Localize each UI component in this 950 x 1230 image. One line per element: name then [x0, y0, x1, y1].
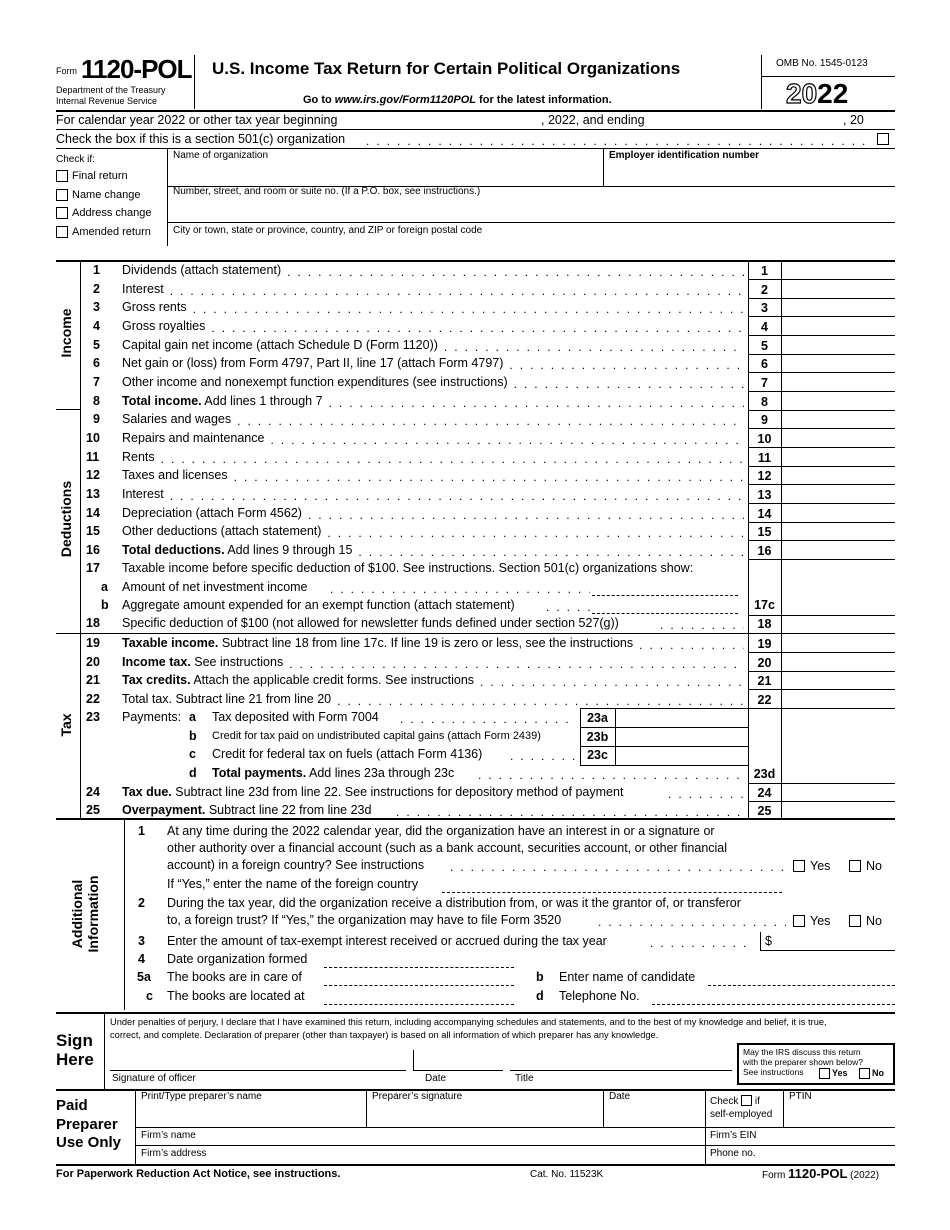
line-6-text: Net gain or (loss) from Form 4797, Part II, line 17 (attach Form 4797)	[122, 356, 504, 371]
preparer-name-label: Print/Type preparer’s name	[141, 1091, 262, 1102]
line-16-number: 16	[86, 542, 100, 557]
line-6-box-label: 6	[761, 357, 768, 372]
q1-no-checkbox[interactable]	[849, 860, 861, 872]
line-18-text: Specific deduction of $100 (not allowed for newsletter funds defined under section 527(g))	[122, 616, 619, 630]
line-22-text: Total tax. Subtract line 21 from line 20	[122, 691, 332, 706]
q5d-text: Telephone No.	[559, 989, 640, 1003]
line-23d-text: Total payments. Add lines 23a through 23c	[212, 766, 455, 780]
ein-label: Employer identification number	[609, 150, 760, 161]
deductions-section-label: Deductions	[58, 480, 74, 558]
line-13-text: Interest	[122, 486, 164, 501]
line-1-entry[interactable]	[782, 261, 895, 278]
line-20-entry[interactable]	[782, 653, 895, 670]
q2-line2: to, a foreign trust? If “Yes,” the organization may have to file Form 3520	[167, 913, 562, 927]
q2-number: 2	[138, 896, 145, 910]
line-2-text: Interest	[122, 281, 164, 296]
line-3-box-label: 3	[761, 301, 768, 316]
line-24-number: 24	[86, 785, 100, 799]
goto-line: Go to www.irs.gov/Form1120POL for the latest information.	[303, 94, 612, 106]
line-5-number: 5	[93, 337, 100, 352]
q1-number: 1	[138, 824, 145, 838]
q3-number: 3	[138, 934, 145, 948]
line-23d-box-label: 23d	[753, 767, 776, 781]
line-17b-entry[interactable]	[592, 613, 738, 614]
irs-discuss-no-checkbox[interactable]	[859, 1068, 870, 1079]
line-23-payments: Payments:	[122, 710, 182, 724]
line-11-entry[interactable]	[782, 448, 895, 465]
line-17a-entry[interactable]	[592, 595, 738, 596]
ptin-label: PTIN	[789, 1091, 812, 1102]
q1-foreign-country-label: If “Yes,” enter the name of the foreign country	[167, 877, 419, 891]
line-23a-letter: a	[189, 710, 196, 724]
line-9-entry[interactable]	[782, 410, 895, 427]
line-12-number: 12	[86, 468, 100, 483]
line-25-number: 25	[86, 803, 100, 817]
line-25-text: Overpayment. Subtract line 22 from line 23d	[122, 803, 372, 817]
line-7-text: Other income and nonexempt function expenditures (see instructions)	[122, 374, 508, 389]
line-3-number: 3	[93, 300, 100, 315]
omb-number: OMB No. 1545-0123	[776, 58, 868, 69]
line-10-entry[interactable]	[782, 429, 895, 446]
irs-discuss-line2: with the preparer shown below?	[743, 1057, 864, 1067]
line-10-text: Repairs and maintenance	[122, 430, 265, 445]
q5c-letter: c	[146, 989, 153, 1003]
line-19-number: 19	[86, 636, 100, 650]
q2-no-label: No	[866, 914, 882, 928]
line-3-text: Gross rents	[122, 300, 187, 315]
form-title: U.S. Income Tax Return for Certain Political Organizations	[212, 59, 681, 78]
line-17c-box-label: 17c	[754, 598, 775, 612]
irs-discuss-line1: May the IRS discuss this return	[743, 1047, 861, 1057]
line-16-box-label: 16	[757, 543, 772, 558]
line-15-text: Other deductions (attach statement)	[122, 524, 322, 539]
q1-line1: At any time during the 2022 calendar year, did the organization have an interest in or a signature or	[167, 824, 715, 838]
line-15-number: 15	[86, 524, 100, 539]
line-7-entry[interactable]	[782, 373, 895, 390]
q1-line3: account) in a foreign country? See instructions	[167, 858, 425, 872]
line-20-number: 20	[86, 654, 100, 669]
line-23a-box-label: 23a	[587, 711, 608, 725]
check-501c-checkbox[interactable]	[877, 133, 889, 145]
street-label: Number, street, and room or suite no. (If a P.O. box, see instructions.)	[173, 186, 481, 197]
amended-return-checkbox[interactable]	[56, 226, 68, 238]
line-17-number: 17	[86, 561, 100, 575]
calendar-year-label: For calendar year 2022 or other tax year beginning	[56, 113, 338, 127]
amended-return-label: Amended return	[72, 226, 151, 238]
firm-name-label: Firm’s name	[141, 1130, 196, 1141]
q4-text: Date organization formed	[167, 952, 308, 966]
line-11-text: Rents	[122, 449, 155, 464]
line-17b-text: Aggregate amount expended for an exempt function (attach statement)	[122, 598, 515, 612]
perjury-line1: Under penalties of perjury, I declare that I have examined this return, including accompanying schedules and statements, and to the best of my knowledge and belief, it is true,	[110, 1017, 827, 1027]
q1-yes-label: Yes	[810, 859, 831, 873]
line-6-number: 6	[93, 356, 100, 371]
q5d-letter: d	[536, 989, 544, 1003]
check-501c-label: Check the box if this is a section 501(c) organization	[56, 132, 346, 146]
line-23c-box-label: 23c	[587, 748, 608, 762]
line-23d-letter: d	[189, 766, 197, 780]
line-18-box-label: 18	[757, 617, 772, 631]
q5b-text: Enter name of candidate	[559, 970, 696, 984]
q5a-text: The books are in care of	[167, 970, 302, 984]
line-16-text: Total deductions. Add lines 9 through 15	[122, 542, 353, 557]
line-8-number: 8	[93, 393, 100, 408]
line-22-entry[interactable]	[782, 690, 895, 707]
additional-info-label: Additional Information	[69, 875, 101, 953]
name-change-checkbox[interactable]	[56, 189, 68, 201]
line-4-number: 4	[93, 318, 100, 333]
line-11-number: 11	[86, 449, 100, 464]
q1-line2: other authority over a financial account (such as a bank account, securities account, or other financial	[167, 841, 728, 855]
phone-label: Phone no.	[710, 1148, 756, 1159]
name-change-label: Name change	[72, 189, 141, 201]
line-1-text: Dividends (attach statement)	[122, 263, 282, 277]
title-label: Title	[515, 1073, 534, 1084]
line-2-entry[interactable]	[782, 280, 895, 297]
q5a-entry[interactable]	[324, 985, 514, 986]
preparer-date-label: Date	[609, 1091, 631, 1102]
line-3-entry[interactable]	[782, 298, 895, 315]
line-21-entry[interactable]	[782, 671, 895, 688]
line-17-text: Taxable income before specific deduction of $100. See instructions. Section 501(c) organizations show:	[122, 561, 694, 575]
line-15-box-label: 15	[757, 525, 772, 540]
line-23b-entry[interactable]	[616, 728, 747, 746]
line-14-text: Depreciation (attach Form 4562)	[122, 505, 302, 520]
firm-address-label: Firm’s address	[141, 1148, 207, 1159]
line-8-entry[interactable]	[782, 392, 895, 409]
line-13-number: 13	[86, 486, 100, 501]
line-21-text: Tax credits. Attach the applicable credit forms. See instructions	[122, 673, 475, 688]
q4-entry[interactable]	[324, 967, 514, 968]
q2-yes-checkbox[interactable]	[793, 915, 805, 927]
final-return-label: Final return	[72, 170, 128, 182]
line-7-number: 7	[93, 374, 100, 389]
check-if-title: Check if:	[56, 154, 95, 165]
self-employed-checkbox[interactable]	[741, 1095, 752, 1106]
line-17a-letter: a	[101, 580, 108, 594]
line-11-box-label: 11	[757, 450, 772, 465]
form-number: 1120-POL	[81, 54, 192, 84]
q3-text: Enter the amount of tax-exempt interest received or accrued during the tax year	[167, 934, 607, 948]
officer-signature-field[interactable]	[110, 1070, 406, 1071]
q1-no-label: No	[866, 859, 882, 873]
line-5-entry[interactable]	[782, 336, 895, 353]
line-17a-text: Amount of net investment income	[122, 580, 308, 594]
signature-of-officer-label: Signature of officer	[112, 1073, 196, 1084]
q5b-entry[interactable]	[708, 985, 895, 986]
line-19-entry[interactable]	[782, 634, 895, 651]
firm-ein-label: Firm’s EIN	[710, 1130, 757, 1141]
org-name-label: Name of organization	[173, 150, 269, 161]
line-9-number: 9	[93, 412, 100, 427]
line-4-text: Gross royalties	[122, 318, 206, 333]
city-label: City or town, state or province, country, and ZIP or foreign postal code	[173, 225, 483, 236]
line-24-text: Tax due. Subtract line 23d from line 22. See instructions for depository method of payment	[122, 785, 624, 799]
calendar-year-mid: , 2022, and ending	[541, 113, 645, 127]
line-22-number: 22	[86, 691, 100, 706]
line-19-text: Taxable income. Subtract line 18 from line 17c. If line 19 is zero or less, see the instructions	[122, 636, 634, 650]
officer-title-field[interactable]	[510, 1070, 732, 1071]
line-14-box-label: 14	[757, 506, 772, 521]
line-17b-letter: b	[101, 598, 109, 612]
income-section-label: Income	[58, 308, 74, 358]
line-21-box-label: 21	[757, 674, 772, 689]
line-5-box-label: 5	[761, 338, 768, 353]
address-change-label: Address change	[72, 207, 152, 219]
line-15-entry[interactable]	[782, 522, 895, 539]
q5c-text: The books are located at	[167, 989, 305, 1003]
sign-date-field[interactable]	[413, 1070, 503, 1071]
line-24-box-label: 24	[757, 786, 772, 800]
line-7-box-label: 7	[761, 375, 768, 390]
line-21-number: 21	[86, 673, 100, 688]
q1-foreign-country-entry[interactable]	[442, 892, 782, 893]
preparer-signature-label: Preparer’s signature	[372, 1091, 463, 1102]
line-25-box-label: 25	[757, 804, 772, 818]
line-12-box-label: 12	[757, 469, 772, 484]
line-10-number: 10	[86, 430, 100, 445]
line-14-number: 14	[86, 505, 100, 520]
q2-no-checkbox[interactable]	[849, 915, 861, 927]
line-2-number: 2	[93, 281, 100, 296]
irs-name: Internal Revenue Service	[56, 96, 158, 106]
line-4-box-label: 4	[761, 319, 768, 334]
line-23a-entry[interactable]	[616, 709, 747, 727]
line-2-box-label: 2	[761, 282, 768, 297]
q5b-letter: b	[536, 970, 544, 984]
dept-treasury: Department of the Treasury	[56, 85, 166, 95]
line-1-number: 1	[93, 263, 100, 277]
q3-entry[interactable]	[760, 950, 895, 951]
paid-preparer-title: Paid Preparer Use Only	[56, 1097, 122, 1151]
address-change-checkbox[interactable]	[56, 207, 68, 219]
catalog-number: Cat. No. 11523K	[530, 1169, 604, 1180]
q4-number: 4	[138, 952, 145, 966]
final-return-checkbox[interactable]	[56, 170, 68, 182]
line-23b-box-label: 23b	[586, 730, 609, 744]
line-9-box-label: 9	[761, 413, 768, 428]
sign-here-title: Sign Here	[56, 1031, 94, 1069]
irs-discuss-yes-checkbox[interactable]	[819, 1068, 830, 1079]
q5a-number: 5a	[137, 970, 151, 984]
line-13-entry[interactable]	[782, 485, 895, 502]
line-8-box-label: 8	[761, 394, 768, 409]
q2-line1: During the tax year, did the organization receive a distribution from, or was it the grantor of, or transferor	[167, 896, 741, 910]
calendar-year-end: , 20	[843, 113, 864, 127]
irs-discuss-no-label: No	[872, 1068, 884, 1078]
tax-section-label: Tax	[58, 713, 74, 737]
tax-year: 2022	[786, 78, 849, 109]
line-23c-entry[interactable]	[616, 747, 747, 765]
line-25-entry[interactable]	[782, 802, 895, 818]
line-16-entry[interactable]	[782, 541, 895, 558]
line-9-text: Salaries and wages	[122, 412, 232, 427]
line-14-entry[interactable]	[782, 504, 895, 521]
line-22-box-label: 22	[757, 692, 772, 707]
line-6-entry[interactable]	[782, 354, 895, 371]
line-20-box-label: 20	[757, 655, 772, 670]
line-23b-text: Credit for tax paid on undistributed capital gains (attach Form 2439)	[212, 730, 541, 742]
q1-yes-checkbox[interactable]	[793, 860, 805, 872]
line-17c-entry[interactable]	[781, 615, 895, 616]
line-13-box-label: 13	[757, 487, 772, 502]
paperwork-notice: For Paperwork Reduction Act Notice, see instructions.	[56, 1168, 341, 1180]
line-12-text: Taxes and licenses	[122, 468, 228, 483]
line-23b-letter: b	[189, 729, 197, 743]
sign-date-label: Date	[425, 1073, 447, 1084]
line-1-box-label: 1	[761, 264, 768, 278]
line-23c-letter: c	[189, 747, 196, 761]
footer-form-id: Form 1120-POL (2022)	[762, 1166, 880, 1181]
irs-discuss-line3: See instructions	[743, 1067, 804, 1077]
line-20-text: Income tax. See instructions	[122, 654, 284, 669]
q3-dollar: $	[765, 934, 772, 948]
line-4-entry[interactable]	[782, 317, 895, 334]
q5d-entry[interactable]	[652, 1004, 895, 1005]
line-18-number: 18	[86, 616, 100, 630]
q5c-entry[interactable]	[324, 1004, 514, 1005]
line-23a-text: Tax deposited with Form 7004	[212, 710, 379, 724]
line-19-box-label: 19	[757, 637, 772, 651]
line-10-box-label: 10	[757, 431, 772, 446]
form-word: Form	[56, 66, 77, 76]
line-23-number: 23	[86, 710, 100, 724]
check-self-employed-label: Check if self-employed	[710, 1096, 773, 1120]
line-23c-text: Credit for federal tax on fuels (attach Form 4136)	[212, 747, 483, 761]
perjury-line2: correct, and complete. Declaration of preparer (other than taxpayer) is based on all information of which preparer has any knowledge.	[110, 1030, 659, 1040]
irs-discuss-yes-label: Yes	[832, 1068, 848, 1078]
line-8-text: Total income. Add lines 1 through 7	[122, 393, 323, 408]
q2-yes-label: Yes	[810, 914, 831, 928]
line-12-entry[interactable]	[782, 466, 895, 483]
line-5-text: Capital gain net income (attach Schedule D (Form 1120))	[122, 337, 438, 352]
